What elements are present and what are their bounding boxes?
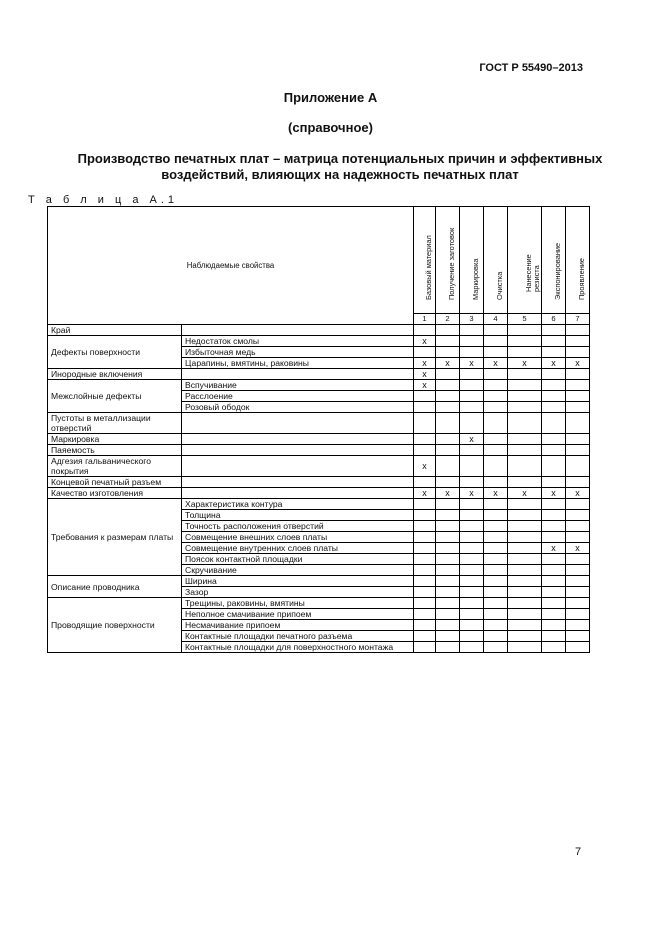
mark-cell	[484, 456, 508, 477]
mark-cell	[460, 620, 484, 631]
mark-cell	[484, 413, 508, 434]
property-sub-cell	[182, 477, 414, 488]
mark-cell	[460, 402, 484, 413]
mark-cell: x	[414, 369, 436, 380]
mark-cell: x	[414, 488, 436, 499]
mark-cell	[508, 521, 542, 532]
mark-cell	[484, 620, 508, 631]
mark-cell	[508, 609, 542, 620]
mark-cell	[566, 380, 590, 391]
table-row	[48, 576, 590, 587]
mark-cell	[542, 587, 566, 598]
mark-cell	[484, 565, 508, 576]
property-sub-cell: Скручивание	[182, 565, 414, 576]
mark-cell	[460, 510, 484, 521]
mark-cell	[508, 391, 542, 402]
property-sub-cell	[182, 325, 414, 336]
mark-cell	[566, 445, 590, 456]
mark-cell	[542, 598, 566, 609]
property-sub-cell	[182, 445, 414, 456]
property-group-cell: Маркировка	[48, 434, 182, 445]
column-label: Маркировка	[470, 258, 480, 300]
property-sub-cell: Характеристика контура	[182, 499, 414, 510]
table-row	[48, 413, 590, 434]
mark-cell	[436, 554, 460, 565]
mark-cell	[508, 554, 542, 565]
table-row	[48, 369, 590, 380]
mark-cell	[508, 631, 542, 642]
mark-cell	[542, 369, 566, 380]
mark-cell	[508, 347, 542, 358]
column-number: 5	[508, 314, 542, 325]
standard-code: ГОСТ Р 55490–2013	[479, 62, 583, 74]
mark-cell	[414, 445, 436, 456]
mark-cell	[566, 565, 590, 576]
mark-cell	[542, 521, 566, 532]
mark-cell	[566, 325, 590, 336]
mark-cell	[460, 631, 484, 642]
property-sub-cell	[182, 413, 414, 434]
mark-cell: x	[566, 543, 590, 554]
mark-cell	[414, 565, 436, 576]
property-group-cell: Край	[48, 325, 182, 336]
mark-cell	[508, 565, 542, 576]
mark-cell	[484, 554, 508, 565]
mark-cell	[508, 620, 542, 631]
property-sub-cell	[182, 488, 414, 499]
mark-cell	[508, 642, 542, 653]
mark-cell	[436, 477, 460, 488]
mark-cell	[508, 380, 542, 391]
mark-cell	[484, 576, 508, 587]
mark-cell	[414, 598, 436, 609]
mark-cell	[566, 587, 590, 598]
mark-cell	[566, 434, 590, 445]
mark-cell	[484, 380, 508, 391]
column-header	[566, 207, 590, 314]
mark-cell	[460, 369, 484, 380]
column-number: 2	[436, 314, 460, 325]
mark-cell	[460, 565, 484, 576]
mark-cell	[542, 402, 566, 413]
column-header	[414, 207, 436, 314]
mark-cell	[436, 598, 460, 609]
property-sub-cell	[182, 434, 414, 445]
mark-cell	[460, 543, 484, 554]
mark-cell	[460, 576, 484, 587]
mark-cell	[436, 347, 460, 358]
mark-cell: x	[460, 488, 484, 499]
mark-cell: x	[436, 488, 460, 499]
mark-cell	[542, 445, 566, 456]
mark-cell	[436, 587, 460, 598]
property-group-cell: Пустоты в металлизации отверстий	[48, 413, 182, 434]
mark-cell	[508, 456, 542, 477]
mark-cell	[566, 631, 590, 642]
mark-cell: x	[508, 358, 542, 369]
mark-cell	[460, 499, 484, 510]
mark-cell	[414, 391, 436, 402]
property-sub-cell: Расслоение	[182, 391, 414, 402]
mark-cell	[484, 445, 508, 456]
mark-cell	[414, 477, 436, 488]
mark-cell	[436, 499, 460, 510]
mark-cell	[484, 402, 508, 413]
column-label: Проявление	[576, 257, 586, 300]
mark-cell	[542, 325, 566, 336]
mark-cell	[566, 369, 590, 380]
mark-cell	[542, 391, 566, 402]
mark-cell: x	[414, 358, 436, 369]
mark-cell	[484, 347, 508, 358]
mark-cell	[508, 532, 542, 543]
page-number: 7	[575, 846, 582, 858]
mark-cell	[436, 413, 460, 434]
mark-cell	[414, 631, 436, 642]
mark-cell	[566, 413, 590, 434]
mark-cell: x	[484, 358, 508, 369]
mark-cell	[414, 576, 436, 587]
mark-cell	[414, 620, 436, 631]
table-row	[48, 499, 590, 510]
mark-cell	[414, 413, 436, 434]
mark-cell	[460, 445, 484, 456]
table-row	[48, 456, 590, 477]
mark-cell	[436, 620, 460, 631]
mark-cell	[542, 576, 566, 587]
mark-cell	[508, 598, 542, 609]
mark-cell	[460, 456, 484, 477]
mark-cell	[414, 587, 436, 598]
mark-cell	[484, 631, 508, 642]
property-group-cell: Межслойные дефекты	[48, 380, 182, 413]
mark-cell	[508, 445, 542, 456]
property-sub-cell: Контактные площадки печатного разъема	[182, 631, 414, 642]
column-label: Очистка	[494, 271, 504, 300]
mark-cell: x	[414, 456, 436, 477]
mark-cell	[542, 554, 566, 565]
mark-cell	[566, 532, 590, 543]
mark-cell	[508, 434, 542, 445]
property-sub-cell: Царапины, вмятины, раковины	[182, 358, 414, 369]
property-sub-cell: Ширина	[182, 576, 414, 587]
mark-cell	[460, 554, 484, 565]
property-sub-cell: Совмещение внешних слоев платы	[182, 532, 414, 543]
mark-cell	[484, 609, 508, 620]
property-sub-cell: Толщина	[182, 510, 414, 521]
column-header	[508, 207, 542, 314]
column-number: 1	[414, 314, 436, 325]
mark-cell	[542, 532, 566, 543]
mark-cell	[542, 347, 566, 358]
document-title: Производство печатных плат – матрица потенциальных причин и эффективных воздействий, влияющих на надежность печатных плат	[77, 151, 603, 182]
property-sub-cell	[182, 369, 414, 380]
mark-cell	[436, 325, 460, 336]
mark-cell	[542, 336, 566, 347]
table-row	[48, 380, 590, 391]
mark-cell	[460, 413, 484, 434]
mark-cell	[566, 402, 590, 413]
mark-cell	[566, 391, 590, 402]
mark-cell	[436, 445, 460, 456]
mark-cell	[460, 642, 484, 653]
property-sub-cell: Вспучивание	[182, 380, 414, 391]
mark-cell	[566, 620, 590, 631]
mark-cell	[414, 347, 436, 358]
mark-cell	[436, 631, 460, 642]
mark-cell	[542, 565, 566, 576]
mark-cell	[414, 510, 436, 521]
mark-cell	[566, 609, 590, 620]
mark-cell	[414, 543, 436, 554]
mark-cell	[566, 510, 590, 521]
mark-cell	[484, 521, 508, 532]
property-sub-cell: Недостаток смолы	[182, 336, 414, 347]
property-sub-cell: Поясок контактной площадки	[182, 554, 414, 565]
mark-cell: x	[508, 488, 542, 499]
mark-cell	[414, 499, 436, 510]
mark-cell	[542, 499, 566, 510]
mark-cell	[460, 532, 484, 543]
mark-cell	[460, 477, 484, 488]
defect-matrix-table	[47, 206, 590, 653]
property-group-cell: Концевой печатный разъем	[48, 477, 182, 488]
mark-cell	[436, 369, 460, 380]
mark-cell	[484, 532, 508, 543]
property-sub-cell: Точность расположения отверстий	[182, 521, 414, 532]
mark-cell	[460, 325, 484, 336]
mark-cell	[436, 565, 460, 576]
mark-cell	[542, 642, 566, 653]
mark-cell: x	[566, 488, 590, 499]
mark-cell: x	[542, 488, 566, 499]
mark-cell: x	[414, 336, 436, 347]
mark-cell	[484, 543, 508, 554]
mark-cell	[436, 543, 460, 554]
table-row	[48, 336, 590, 347]
mark-cell	[460, 347, 484, 358]
column-header	[484, 207, 508, 314]
column-number: 3	[460, 314, 484, 325]
mark-cell	[414, 402, 436, 413]
mark-cell	[484, 434, 508, 445]
property-group-cell: Проводящие поверхности	[48, 598, 182, 653]
mark-cell	[414, 642, 436, 653]
mark-cell	[436, 576, 460, 587]
mark-cell	[508, 369, 542, 380]
property-sub-cell: Контактные площадки для поверхностного монтажа	[182, 642, 414, 653]
column-label: Получение заготовок	[446, 227, 456, 300]
mark-cell	[508, 499, 542, 510]
mark-cell	[542, 477, 566, 488]
mark-cell	[508, 587, 542, 598]
table-row	[48, 445, 590, 456]
mark-cell	[436, 336, 460, 347]
mark-cell	[508, 477, 542, 488]
table-row	[48, 488, 590, 499]
mark-cell	[542, 631, 566, 642]
table-row	[48, 325, 590, 336]
mark-cell	[484, 598, 508, 609]
column-number: 4	[484, 314, 508, 325]
mark-cell	[542, 456, 566, 477]
mark-cell	[436, 609, 460, 620]
property-group-cell: Дефекты поверхности	[48, 336, 182, 369]
property-group-cell: Требования к размерам платы	[48, 499, 182, 576]
mark-cell	[508, 325, 542, 336]
column-header	[542, 207, 566, 314]
mark-cell: x	[566, 358, 590, 369]
mark-cell	[414, 532, 436, 543]
appendix-type: (справочное)	[288, 120, 373, 135]
mark-cell: x	[542, 543, 566, 554]
mark-cell	[566, 477, 590, 488]
mark-cell	[414, 609, 436, 620]
property-sub-cell: Трещины, раковины, вмятины	[182, 598, 414, 609]
mark-cell	[414, 521, 436, 532]
mark-cell	[542, 620, 566, 631]
property-group-cell: Адгезия гальванического покрытия	[48, 456, 182, 477]
mark-cell	[460, 521, 484, 532]
mark-cell: x	[436, 358, 460, 369]
table-row	[48, 477, 590, 488]
mark-cell	[460, 587, 484, 598]
mark-cell: x	[414, 380, 436, 391]
mark-cell	[436, 391, 460, 402]
property-sub-cell: Совмещение внутренних слоев платы	[182, 543, 414, 554]
property-sub-cell: Избыточная медь	[182, 347, 414, 358]
table-row	[48, 434, 590, 445]
mark-cell	[436, 402, 460, 413]
corner-label: Наблюдаемые свойства	[48, 207, 414, 325]
mark-cell	[436, 510, 460, 521]
table-row	[48, 598, 590, 609]
header-row	[48, 207, 590, 314]
mark-cell	[566, 521, 590, 532]
column-number: 7	[566, 314, 590, 325]
property-group-cell: Описание проводника	[48, 576, 182, 598]
mark-cell	[436, 380, 460, 391]
mark-cell	[436, 521, 460, 532]
mark-cell	[566, 576, 590, 587]
mark-cell	[566, 554, 590, 565]
mark-cell: x	[460, 434, 484, 445]
mark-cell	[436, 642, 460, 653]
property-sub-cell: Несмачивание припоем	[182, 620, 414, 631]
property-group-cell: Паяемость	[48, 445, 182, 456]
mark-cell	[542, 609, 566, 620]
mark-cell	[484, 642, 508, 653]
mark-cell	[460, 598, 484, 609]
mark-cell	[508, 510, 542, 521]
mark-cell	[436, 532, 460, 543]
column-label: Базовый материал	[423, 235, 433, 300]
mark-cell	[484, 587, 508, 598]
mark-cell	[484, 369, 508, 380]
column-number: 6	[542, 314, 566, 325]
mark-cell	[542, 380, 566, 391]
column-label: Экспонирование	[552, 242, 562, 300]
mark-cell	[414, 434, 436, 445]
property-sub-cell: Зазор	[182, 587, 414, 598]
mark-cell	[460, 391, 484, 402]
column-header	[436, 207, 460, 314]
mark-cell	[484, 499, 508, 510]
property-group-cell: Качество изготовления	[48, 488, 182, 499]
mark-cell	[484, 510, 508, 521]
mark-cell	[566, 499, 590, 510]
mark-cell: x	[484, 488, 508, 499]
property-sub-cell: Неполное смачивание припоем	[182, 609, 414, 620]
mark-cell	[542, 413, 566, 434]
mark-cell	[566, 642, 590, 653]
mark-cell	[484, 325, 508, 336]
mark-cell	[484, 336, 508, 347]
mark-cell: x	[542, 358, 566, 369]
mark-cell	[508, 336, 542, 347]
mark-cell	[484, 477, 508, 488]
mark-cell	[566, 598, 590, 609]
mark-cell	[508, 413, 542, 434]
mark-cell	[566, 336, 590, 347]
property-sub-cell: Розовый ободок	[182, 402, 414, 413]
mark-cell: x	[460, 358, 484, 369]
mark-cell	[508, 402, 542, 413]
mark-cell	[414, 325, 436, 336]
appendix-title: Приложение А	[283, 90, 378, 105]
column-label: Нанесение резиста	[523, 254, 541, 292]
mark-cell	[508, 543, 542, 554]
mark-cell	[566, 347, 590, 358]
mark-cell	[436, 456, 460, 477]
mark-cell	[460, 609, 484, 620]
mark-cell	[566, 456, 590, 477]
property-sub-cell	[182, 456, 414, 477]
mark-cell	[484, 391, 508, 402]
mark-cell	[460, 380, 484, 391]
mark-cell	[460, 336, 484, 347]
table-label: Т а б л и ц а А.1	[28, 194, 179, 206]
column-header	[460, 207, 484, 314]
mark-cell	[542, 434, 566, 445]
mark-cell	[414, 554, 436, 565]
property-group-cell: Инородные включения	[48, 369, 182, 380]
mark-cell	[508, 576, 542, 587]
mark-cell	[436, 434, 460, 445]
mark-cell	[542, 510, 566, 521]
